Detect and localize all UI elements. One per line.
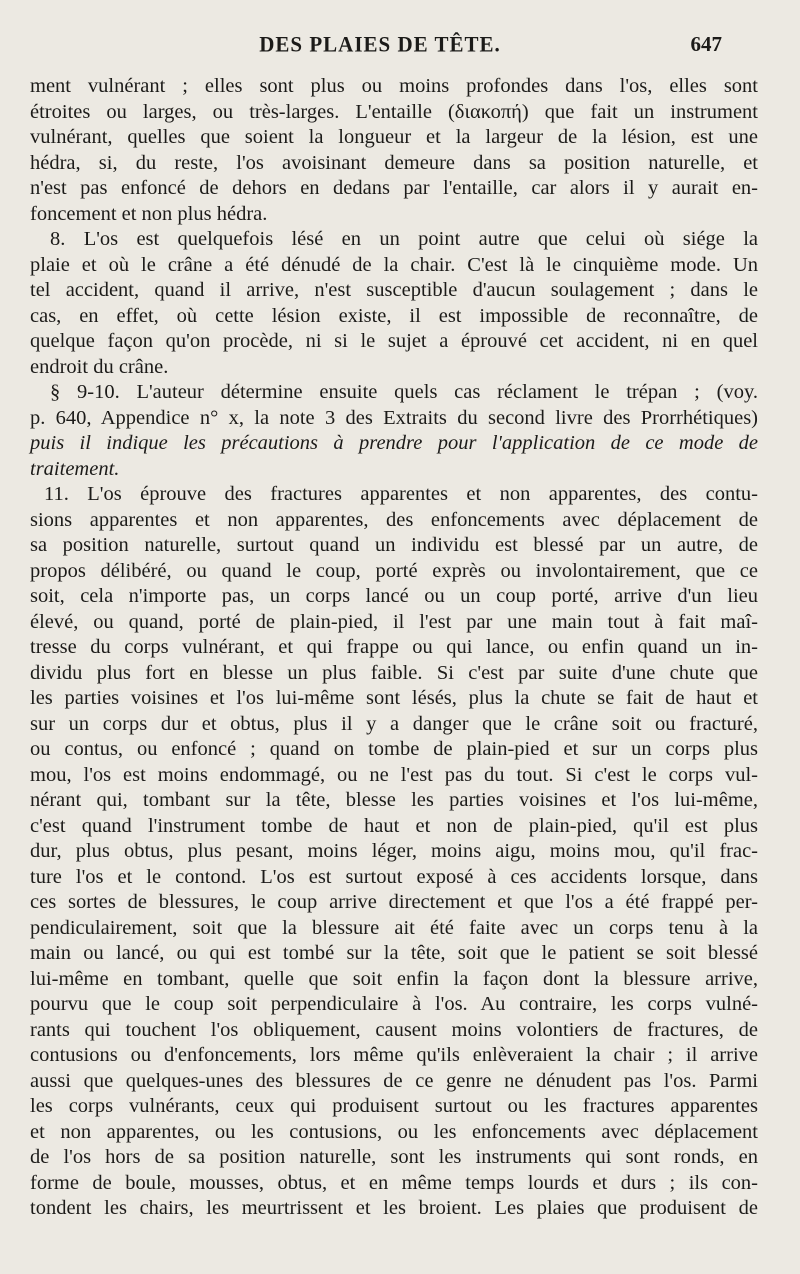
text-line: aussi que quelques-unes des blessures de ce genre ne dénudent pas l'os. Parmi [30,1069,758,1092]
text-line: pendiculairement, soit que la blessure ait été faite avec un corps tenu à la [30,916,758,939]
page-number: 647 [690,32,722,56]
text-line: tresse du corps vulnérant, et qui frappe ou qui lance, ou enfin quand un in- [30,636,758,658]
text-line: plaie et où le crâne a été dénudé de la chair. C'est là le cinquième mode. Un [30,253,758,276]
text-line: quelque façon qu'on procède, ni si le sujet a éprouvé cet accident, ni en quel [30,330,758,352]
text-line: traitement. [30,457,120,480]
text-line: tondent les chairs, les meurtrissent et les broient. Les plaies que produisent de [30,1197,758,1219]
text-line: forme de boule, mousses, obtus, et en même temps lourds et durs ; ils con- [30,1171,758,1194]
summary-9-10: § 9-10. L'auteur détermine ensuite quels cas réclament le trépan ; (voy. [50,381,758,403]
text-line: sa position naturelle, surtout quand un individu est blessé par un autre, de [30,534,758,556]
text-line: n'est pas enfoncé de dehors en dedans par l'entaille, car alors il y aurait en- [30,177,758,199]
text-line: ture l'os et le contond. L'os est surtout exposé à ces accidents lorsque, dans [30,865,758,888]
text-line: les corps vulnérants, ceux qui produisent surtout ou les fractures apparentes [30,1095,758,1117]
running-head: DES PLAIES DE TÊTE. [259,31,501,57]
paragraph-start-11: 11. L'os éprouve des fractures apparentes et non apparentes, des contu- [44,483,758,505]
text-line: main ou lancé, ou qui est tombé sur la tête, soit que le patient se soit blessé [30,942,758,964]
text-line: sions apparentes et non apparentes, des enfoncements avec déplacement de [30,508,758,531]
text-line: endroit du crâne. [30,355,169,378]
text-line: contusions ou d'enfoncements, lors même qu'ils enlèveraient la chair ; il arrive [30,1044,758,1066]
text-line: foncement et non plus hédra. [30,202,268,225]
text-line: lui-même en tombant, quelle que soit enfin la façon dont la blessure arrive, [30,967,758,990]
text-line: dur, plus obtus, plus pesant, moins léger, moins aigu, moins mou, qu'il frac- [30,840,758,862]
page-header [40,32,720,66]
text-line: dividu plus fort en blesse un plus faible. Si c'est par suite d'une chute que [30,661,758,684]
text-line: et non apparentes, ou les contusions, ou les enfoncements avec déplacement [30,1120,758,1143]
text-line: pourvu que le coup soit perpendiculaire à l'os. Au contraire, les corps vulné- [30,993,758,1015]
text-line: c'est quand l'instrument tombe de haut et non de plain-pied, qu'il est plus [30,814,758,837]
text-line: élevé, ou quand, porté de plain-pied, il l'est par une main tout à fait maî- [30,610,758,633]
text-line: nérant qui, tombant sur la tête, blesse les parties voisines et l'os lui-même, [30,789,758,811]
body-text [30,74,758,1222]
text-line: ces sortes de blessures, le coup arrive directement et que l'os a été frappé per- [30,891,758,913]
text-line: cas, en effet, où cette lésion existe, il est impossible de reconnaître, de [30,304,758,327]
text-line: hédra, si, du reste, l'os avoisinant demeure dans sa position naturelle, et [30,151,758,174]
paragraph-start-8: 8. L'os est quelquefois lésé en un point autre que celui où siége la [50,228,758,250]
text-line: sur un corps dur et obtus, plus il y a danger que le crâne soit ou fracturé, [30,712,758,735]
text-line: les parties voisines et l'os lui-même sont lésés, plus la chute se fait de haut et [30,687,758,709]
text-line: étroites ou larges, ou très-larges. L'entaille (διακοπή) que fait un instrument [30,100,758,123]
text-line: de l'os hors de sa position naturelle, sont les instruments qui sont ronds, en [30,1146,758,1168]
text-line: propos délibéré, ou quand le coup, porté exprès ou involontairement, que ce [30,559,758,582]
text-line: ou contus, ou enfoncé ; quand on tombe de plain-pied et sur un corps plus [30,738,758,760]
text-line: rants qui touchent l'os obliquement, causent moins volontiers de fractures, de [30,1018,758,1041]
text-line: puis il indique les précautions à prendre pour l'application de ce mode de [30,432,758,454]
text-line: soit, cela n'importe pas, un corps lancé ou un coup porté, arrive d'un lieu [30,585,758,607]
text-line: tel accident, quand il arrive, n'est susceptible d'aucun soulagement ; dans le [30,279,758,301]
text-line: ment vulnérant ; elles sont plus ou moins profondes dans l'os, elles sont [30,75,758,97]
text-line: vulnérant, quelles que soient la longueur et la largeur de la lésion, est une [30,126,758,148]
text-line: mou, l'os est moins endommagé, ou ne l'est pas du tout. Si c'est le corps vul- [30,763,758,786]
text-line: p. 640, Appendice n° x, la note 3 des Extraits du second livre des Prorrhétiques) [30,406,758,429]
